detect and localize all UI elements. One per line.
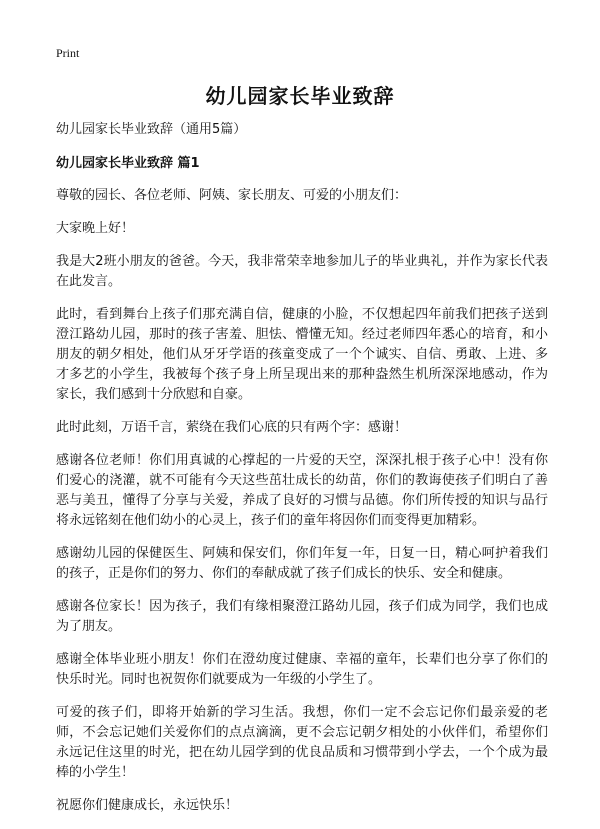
paragraph-reflection: 此时，看到舞台上孩子们那充满自信，健康的小脸，不仅想起四年前我们把孩子送到澄江路幼儿园，那时的孩子害羞、胆怯、懵懂无知。经过老师四年悉心的培育，和小朋友的朝夕相处，他们从牙牙学语的孩童变成了一个个诚实、自信、勇敢、上进、多才多艺的小学生，我被每个孩子身上所呈现出来的那种盎然生机所深深地感动，作为家长，我们感到十分欣慰和自豪。 [56,307,548,402]
document-subtitle: 幼儿园家长毕业致辞（通用5篇） [56,122,247,137]
paragraph-thanks-children: 感谢全体毕业班小朋友！你们在澄幼度过健康、幸福的童年，长辈们也分享了你们的快乐时光。同时也祝贺你们就要成为一年级的小学生了。 [56,652,548,687]
paragraph-intro: 我是大2班小朋友的爸爸。今天，我非常荣幸地参加儿子的毕业典礼，并作为家长代表在此发言。 [56,254,548,289]
paragraph-wishes: 可爱的孩子们，即将开始新的学习生活。我想，你们一定不会忘记你们最亲爱的老师，不会忘记她们关爱你们的点点滴滴，更不会忘记朝夕相处的小伙伴们，希望你们永远记住这里的时光，把在幼儿园学到的优良品质和习惯带到小学去，一个个成为最棒的小学生！ [56,705,548,780]
paragraph-thanks-parents: 感谢各位家长！因为孩子，我们有缘相聚澄江路幼儿园，孩子们成为同学，我们也成为了朋友。 [56,599,548,634]
document-title: 幼儿园家长毕业致辞 [205,84,395,108]
document-content [56,120,548,829]
print-link[interactable]: Print [56,46,80,60]
paragraph-greeting: 大家晚上好！ [56,221,135,236]
paragraph-thanks-staff: 感谢幼儿园的保健医生、阿姨和保安们，你们年复一年，日复一日，精心呵护着我们的孩子，正是你们的努力、你们的奉献成就了孩子们成长的快乐、安全和健康。 [56,546,548,581]
paragraph-thanks-intro: 此时此刻，万语千言，萦绕在我们心底的只有两个字：感谢！ [56,420,408,435]
paragraph-closing: 祝愿你们健康成长，永远快乐！ [56,798,239,813]
paragraph-thanks-teachers: 感谢各位老师！你们用真诚的心撑起的一片爱的天空，深深扎根于孩子心中！没有你们爱心的浇灌，就不可能有今天这些茁壮成长的幼苗，你们的教诲使孩子们明白了善恶与美丑，懂得了分享与关爱，养成了良好的习惯与品德。你们所传授的知识与品行将永远铭刻在他们幼小的心灵上，孩子们的童年将因你们而变得更加精彩。 [56,453,548,528]
paragraph-salutation: 尊敬的园长、各位老师、阿姨、家长朋友、可爱的小朋友们： [56,188,408,203]
section-heading: 幼儿园家长毕业致辞 篇1 [56,156,200,171]
